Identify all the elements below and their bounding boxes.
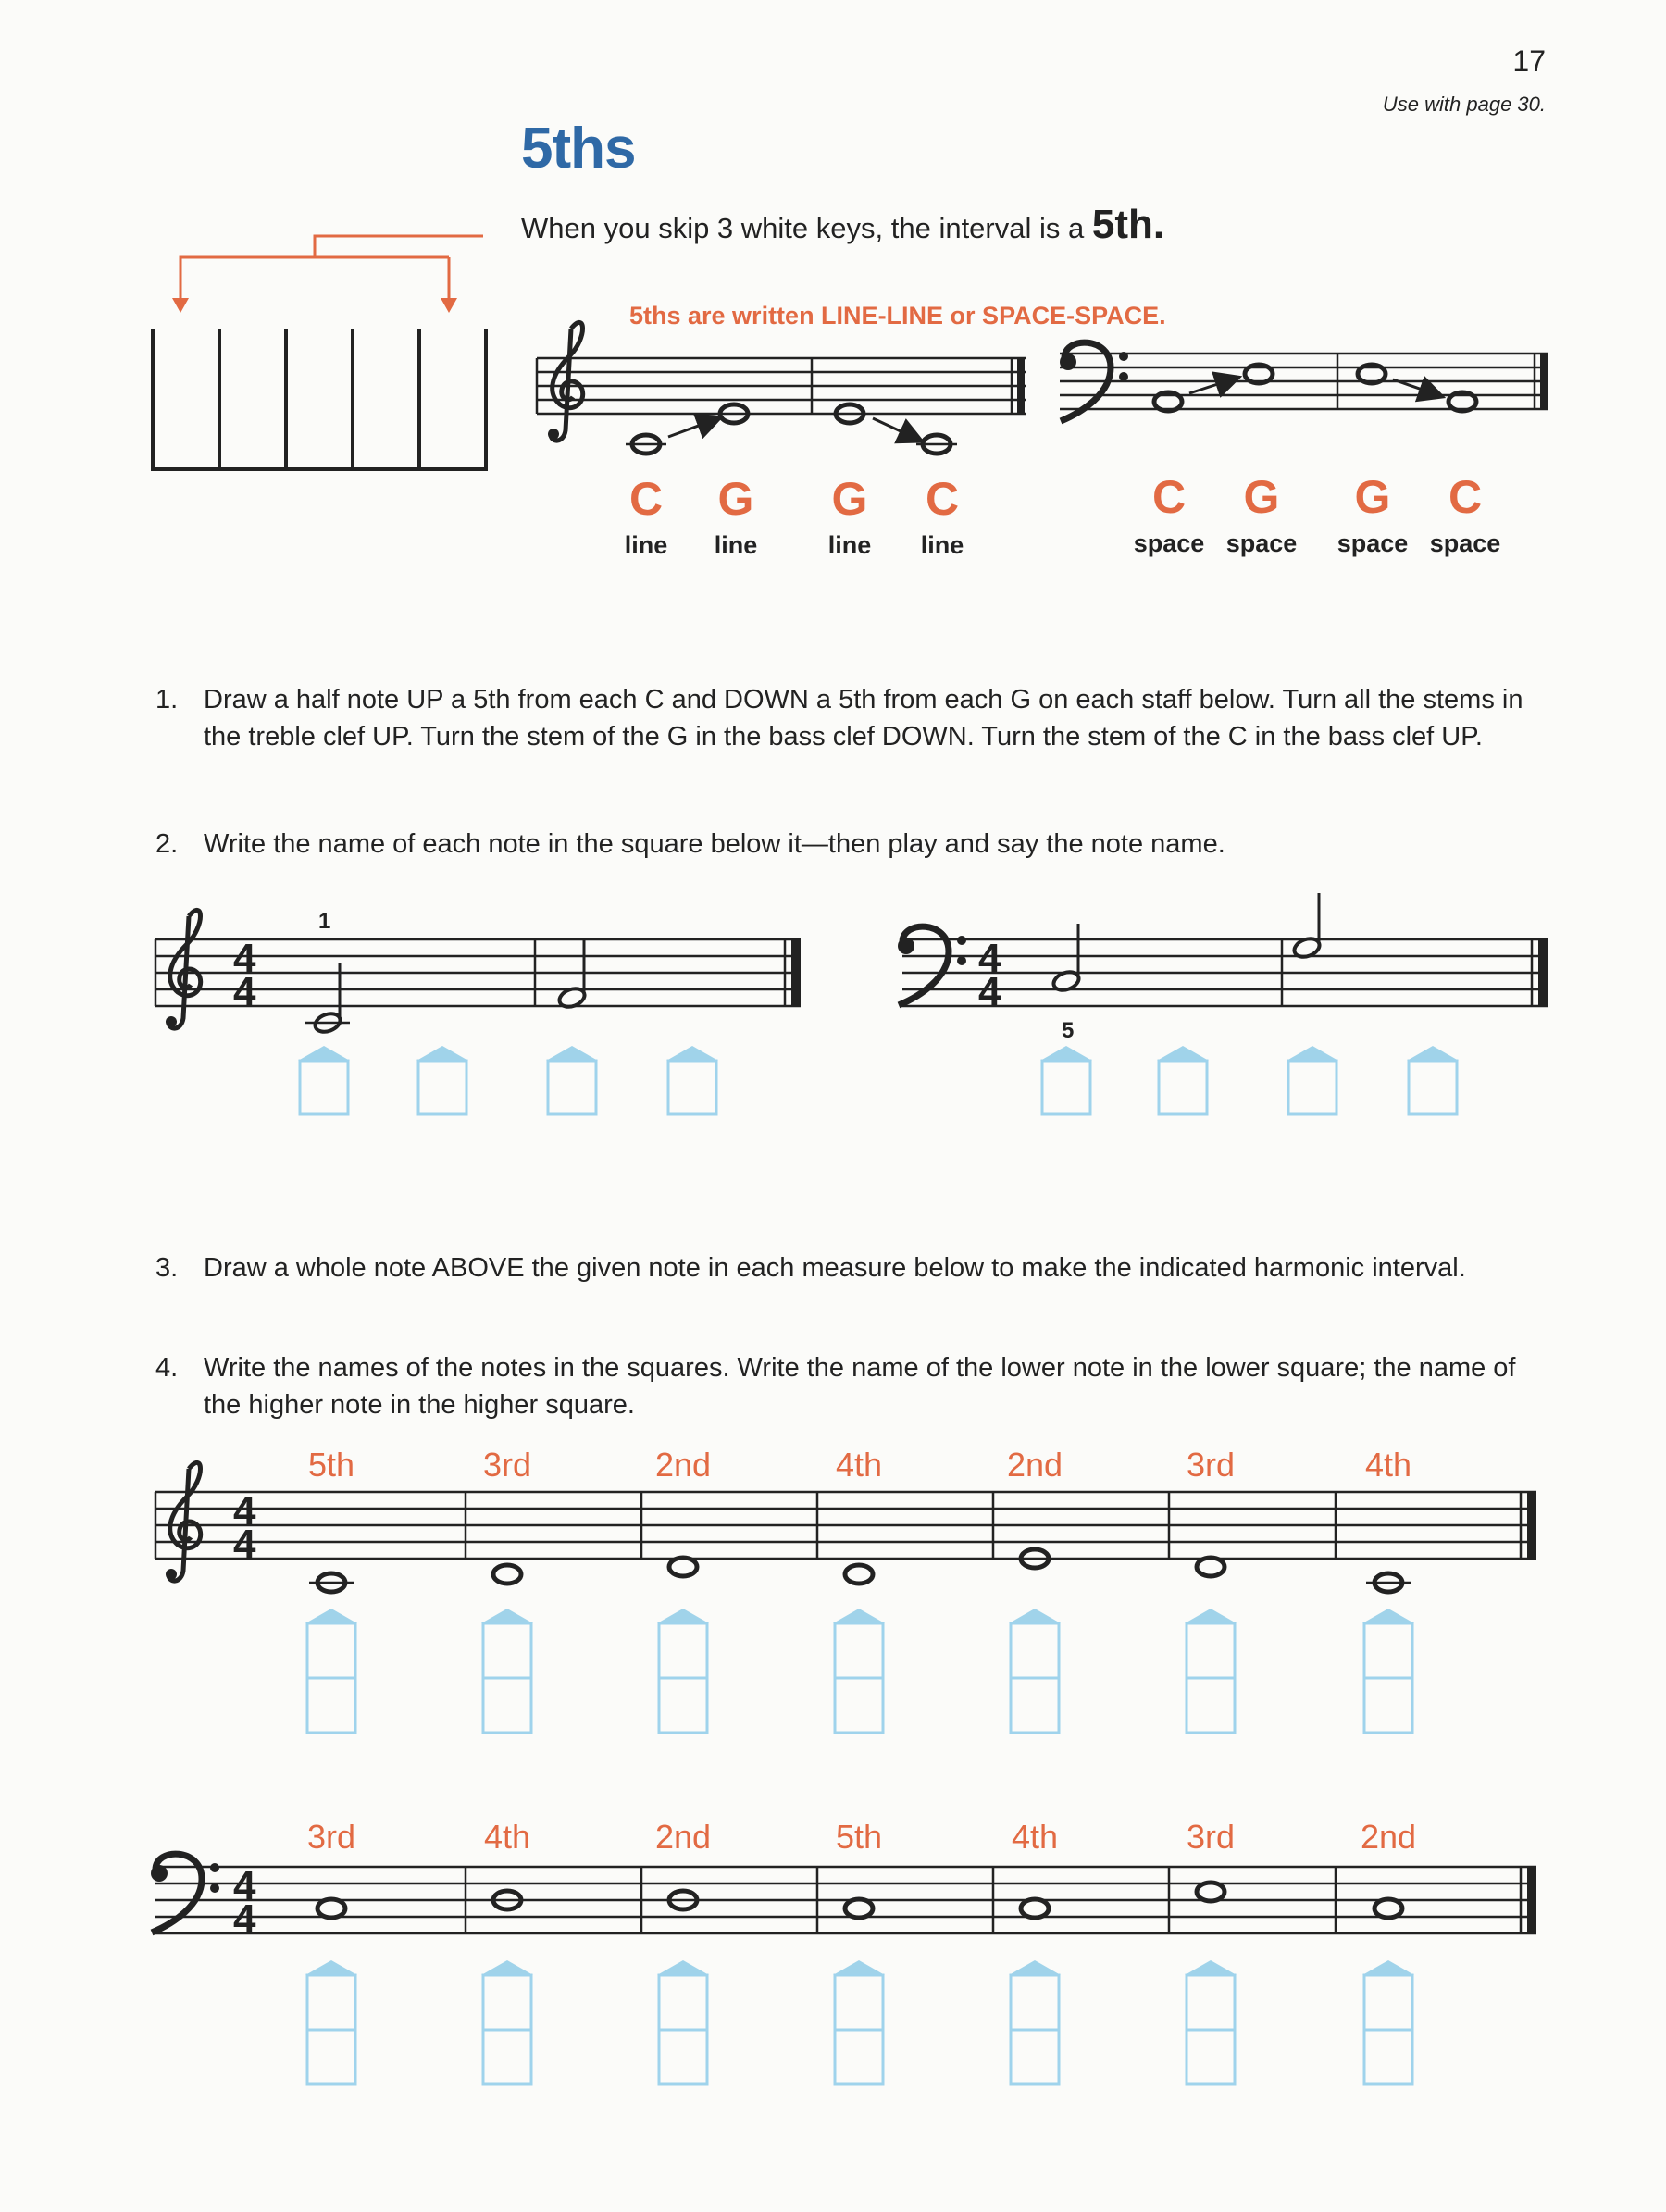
- example-bass-staff: [1060, 342, 1548, 421]
- intro-text-emphasis: 5th: [1091, 202, 1153, 247]
- treble-example-pos-3: line: [827, 531, 872, 559]
- rule-text: 5ths are written LINE-LINE or SPACE-SPACE.: [629, 302, 1166, 329]
- bass-example-note-2: G: [1243, 471, 1280, 523]
- intro-text-end: .: [1152, 202, 1165, 247]
- instruction-2-text: Write the name of each note in the square below it—then play and say the note name.: [204, 829, 1225, 859]
- exercise3-bass-answer-boxes: [305, 1960, 1414, 2084]
- bass-example-pos-3: space: [1337, 529, 1409, 557]
- instruction-3: [155, 1249, 1544, 1286]
- treble-interval-5: 2nd: [1006, 1446, 1063, 1484]
- exercise3-treble-answer-boxes: [305, 1609, 1414, 1733]
- bass-interval-2: 4th: [483, 1818, 531, 1856]
- bass-example-note-1: C: [1151, 471, 1187, 523]
- instruction-4-text: Write the names of the notes in the squares. Write the name of the lower note in the lower square; the name of the higher note in the higher square.: [204, 1353, 1516, 1420]
- exercise2-treble-staff: [155, 910, 801, 1035]
- page-number: 17: [1512, 44, 1546, 78]
- intro-text-main: When you skip 3 white keys, the interval is a: [521, 212, 1092, 244]
- instruction-3-text: Draw a whole note ABOVE the given note in each measure below to make the indicated harmonic interval.: [204, 1253, 1466, 1283]
- svg-text:4: 4: [233, 1522, 256, 1567]
- measure-number-5: 5: [1062, 1018, 1075, 1043]
- keyboard-diagram: [153, 236, 486, 469]
- bass-example-pos-1: space: [1133, 529, 1205, 557]
- bass-example-note-3: G: [1354, 471, 1391, 523]
- svg-text:4: 4: [978, 936, 1001, 981]
- instruction-1-number: 1.: [155, 685, 179, 715]
- instruction-4-number: 4.: [155, 1353, 179, 1383]
- bass-interval-5: 4th: [1011, 1818, 1059, 1856]
- instruction-2: [155, 826, 1544, 863]
- treble-example-pos-4: line: [920, 531, 964, 559]
- treble-example-note-1: C: [628, 473, 664, 525]
- treble-example-note-2: G: [717, 473, 754, 525]
- instruction-2-number: 2.: [155, 829, 179, 859]
- treble-example-pos-1: line: [624, 531, 668, 559]
- instruction-1: [155, 681, 1544, 755]
- treble-example-pos-2: line: [714, 531, 758, 559]
- example-treble-staff: [537, 322, 1026, 454]
- bass-example-pos-2: space: [1225, 529, 1298, 557]
- use-with-note: Use with page 30.: [1382, 93, 1546, 116]
- svg-text:4: 4: [233, 1488, 256, 1534]
- bass-example-pos-4: space: [1429, 529, 1501, 557]
- treble-interval-4: 4th: [835, 1446, 883, 1484]
- bass-interval-1: 3rd: [306, 1818, 356, 1856]
- treble-interval-3: 2nd: [654, 1446, 712, 1484]
- exercise3-bass-staff: [151, 1854, 1536, 1942]
- treble-interval-2: 3rd: [482, 1446, 532, 1484]
- bass-interval-7: 2nd: [1360, 1818, 1417, 1856]
- instruction-4: [155, 1349, 1544, 1423]
- treble-example-note-4: C: [925, 473, 960, 525]
- svg-text:4: 4: [978, 969, 1001, 1014]
- measure-number-1: 1: [318, 909, 331, 934]
- instruction-3-number: 3.: [155, 1253, 179, 1283]
- exercise2-bass-staff: [898, 893, 1548, 1014]
- treble-interval-6: 3rd: [1186, 1446, 1236, 1484]
- bass-example-note-4: C: [1448, 471, 1483, 523]
- treble-interval-7: 4th: [1364, 1446, 1412, 1484]
- instruction-1-text: Draw a half note UP a 5th from each C and DOWN a 5th from each G on each staff below. Turn all the stems in the treble clef UP. Turn the stem of the G in the bass clef DOWN. Turn the stem of the C in the bass clef UP.: [204, 685, 1523, 752]
- svg-text:4: 4: [233, 936, 256, 981]
- svg-text:4: 4: [233, 1863, 256, 1908]
- svg-text:4: 4: [233, 1896, 256, 1942]
- svg-text:4: 4: [233, 969, 256, 1014]
- bass-interval-4: 5th: [835, 1818, 883, 1856]
- treble-example-note-3: G: [831, 473, 868, 525]
- treble-interval-1: 5th: [307, 1446, 355, 1484]
- page-title: 5ths: [521, 117, 636, 180]
- bass-interval-3: 2nd: [654, 1818, 712, 1856]
- exercise2-answer-boxes: [298, 1046, 1459, 1114]
- bass-interval-6: 3rd: [1186, 1818, 1236, 1856]
